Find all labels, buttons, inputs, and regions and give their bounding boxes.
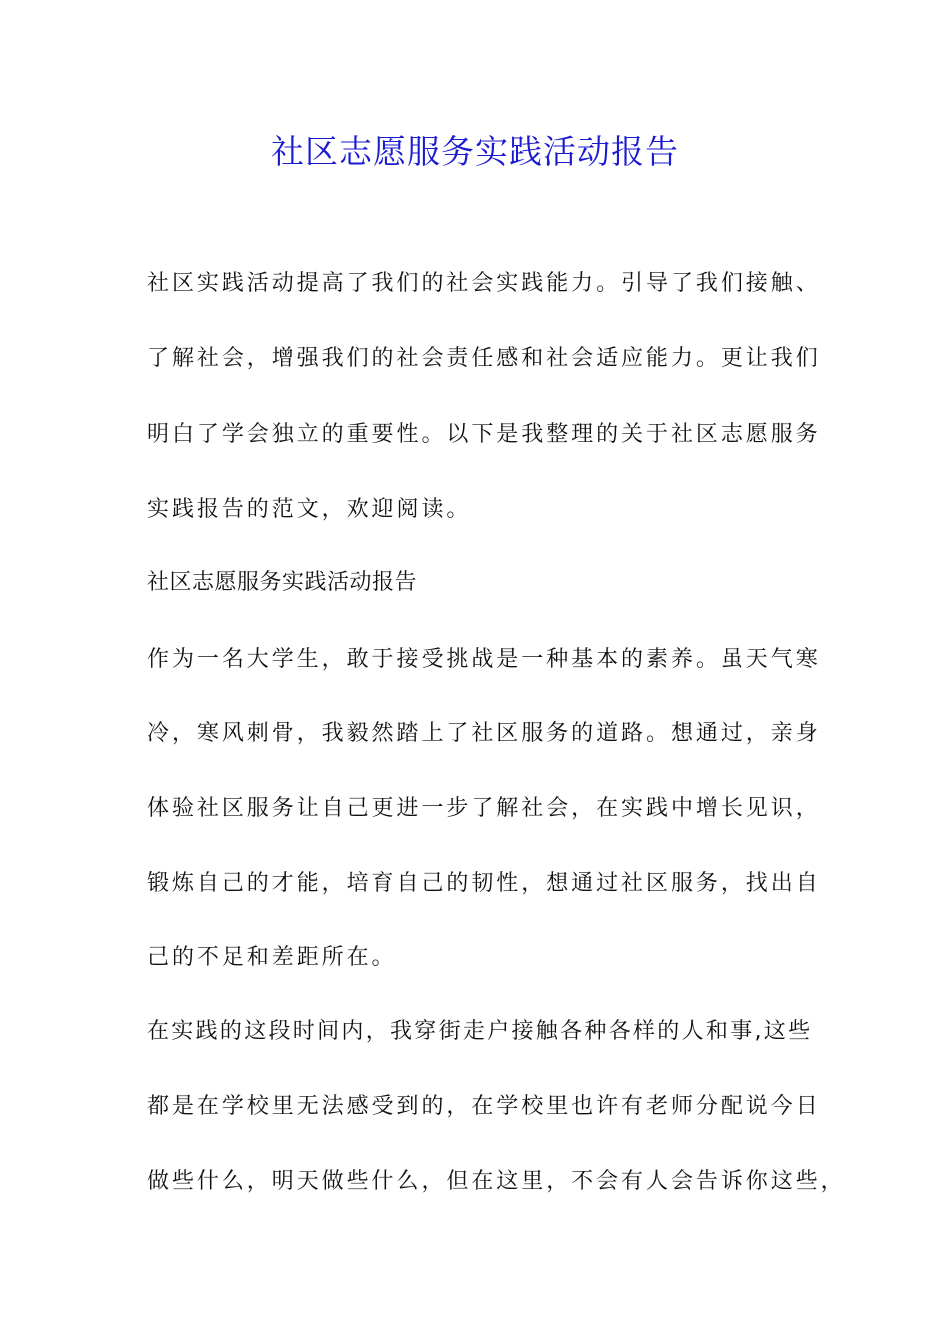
- body-line-3: 明白了学会独立的重要性。以下是我整理的关于社区志愿服务: [147, 422, 821, 447]
- document-title: 社区志愿服务实践活动报告: [271, 132, 679, 171]
- body-line-11: 在实践的这段时间内，我穿街走户接触各种各样的人和事,这些: [147, 1019, 813, 1044]
- body-line-12: 都是在学校里无法感受到的，在学校里也许有老师分配说今日: [147, 1094, 821, 1119]
- body-line-7: 冷，寒风刺骨，我毅然踏上了社区服务的道路。想通过，亲身: [147, 721, 821, 746]
- body-line-4: 实践报告的范文，欢迎阅读。: [147, 497, 472, 522]
- body-line-6: 作为一名大学生，敢于接受挑战是一种基本的素养。虽天气寒: [147, 647, 821, 672]
- body-line-13: 做些什么，明天做些什么，但在这里，不会有人会告诉你这些，: [147, 1169, 846, 1194]
- body-line-2: 了解社会，增强我们的社会责任感和社会适应能力。更让我们: [147, 346, 821, 371]
- body-line-10: 己的不足和差距所在。: [147, 945, 397, 970]
- body-line-9: 锻炼自己的才能，培育自己的韧性，想通过社区服务，找出自: [147, 871, 821, 896]
- section-heading: 社区志愿服务实践活动报告: [147, 570, 418, 595]
- body-line-1: 社区实践活动提高了我们的社会实践能力。引导了我们接触、: [147, 271, 821, 296]
- body-line-8: 体验社区服务让自己更进一步了解社会，在实践中增长见识，: [147, 796, 821, 821]
